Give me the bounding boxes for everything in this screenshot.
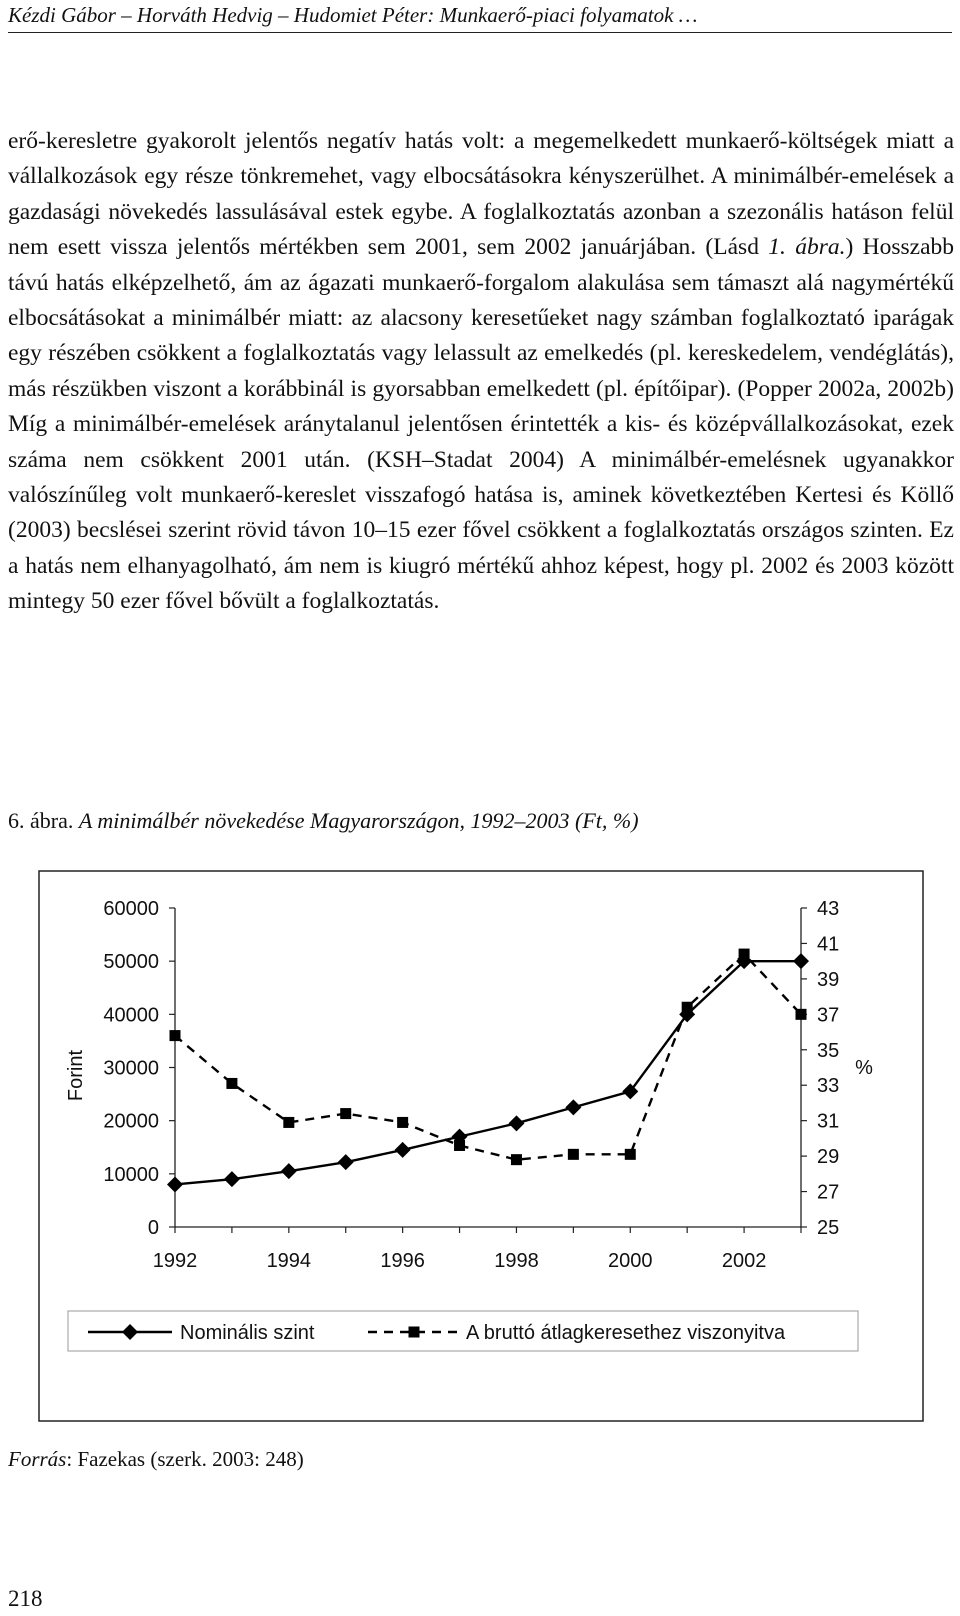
legend-label-nominal: Nominális szint (180, 1322, 315, 1344)
y-left-tick-label: 40000 (103, 1004, 159, 1027)
y-left-tick-label: 20000 (103, 1110, 159, 1133)
source-note (8, 1444, 304, 1474)
x-tick-label: 1998 (494, 1250, 539, 1272)
data-point-square (739, 949, 750, 960)
y-axis-right-label: % (855, 1057, 873, 1079)
running-header: Kézdi Gábor – Horváth Hedvig – Hudomiet Péter: Munkaerő-piaci folyamatok … (8, 0, 952, 33)
data-point-square (682, 1002, 693, 1013)
minimum-wage-chart (38, 870, 924, 1422)
y-right-tick-label: 41 (817, 933, 840, 956)
data-point-square (226, 1078, 237, 1089)
y-left-tick-label: 0 (147, 1217, 159, 1239)
y-right-tick-label: 25 (817, 1217, 840, 1239)
y-left-tick-label: 60000 (103, 898, 159, 920)
data-point-square (340, 1108, 351, 1119)
x-tick-label: 1994 (266, 1250, 312, 1272)
body-text-part-2: ) Hosszabb távú hatás elképzelhető, ám az ágazati munkaerő-forgalom alakulása sem támaszt alá nagymértékű elbocsátásokat a minimálbér miatt: az alacsony keresetűeket nagy számban foglalkoztató iparágak egy részében csökkent a foglalkoztatás vagy lelassult az emelkedés (pl. kereskedelem, vendéglátás), más részükben viszont a korábbinál is gyorsabban emelkedett (pl. építőipar). (Popper 2002a, 2002b) Míg a minimálbér-emelések aránytalanul jelentősen érintették a kis- és középvállalkozásokat, ezek száma nem csökkent 2001 után. (KSH–Stadat 2004) A minimálbér-emelésnek ugyanakkor valószínűleg volt munkaerő-kereslet visszafogó hatása is, aminek következtében Kertesi és Köllő (2003) becslései szerint rövid távon 10–15 ezer fővel csökkent a foglalkoztatás országos szinten. Ez a hatás nem elhanyagolható, ám nem is kiugró mértékű ahhoz képest, hogy pl. 2002 és 2003 között mintegy 50 ezer fővel bővült a foglalkoztatás. (8, 234, 954, 615)
body-paragraph (8, 124, 954, 620)
data-point-square (170, 1030, 181, 1041)
source-label: Forrás (8, 1447, 67, 1471)
y-left-tick-label: 30000 (103, 1057, 159, 1080)
x-tick-label: 1992 (152, 1250, 198, 1272)
y-right-tick-label: 33 (817, 1075, 840, 1098)
data-point-square (625, 1149, 636, 1160)
y-right-tick-label: 39 (817, 968, 840, 991)
y-right-tick-label: 29 (817, 1146, 840, 1169)
data-point-square (397, 1117, 408, 1128)
x-tick-label: 2000 (608, 1250, 653, 1272)
legend-label-relative: A bruttó átlagkeresethez viszonyitva (466, 1322, 786, 1344)
figure-number: 6. ábra. (8, 808, 74, 833)
data-point-square (454, 1140, 465, 1151)
page-number: 218 (8, 1586, 43, 1611)
figure-caption (8, 806, 954, 836)
data-point-square (796, 1009, 807, 1020)
y-right-tick-label: 27 (817, 1181, 840, 1204)
figure-reference: 1. ábra. (768, 234, 846, 261)
y-right-tick-label: 31 (817, 1110, 840, 1133)
chart-legend (68, 1311, 858, 1351)
source-text: : Fazekas (szerk. 2003: 248) (66, 1447, 304, 1471)
y-right-tick-label: 43 (817, 898, 840, 920)
y-right-tick-label: 37 (817, 1004, 840, 1027)
x-tick-label: 2002 (721, 1250, 767, 1272)
data-point-square (283, 1117, 294, 1128)
figure-title: A minimálbér növekedése Magyarországon, 1992–2003 (Ft, %) (78, 808, 639, 833)
y-right-tick-label: 35 (817, 1039, 840, 1062)
data-point-square (568, 1149, 579, 1160)
y-left-tick-label: 50000 (103, 951, 159, 974)
data-point-square (409, 1327, 420, 1338)
y-axis-left-label: Forint (65, 1049, 87, 1102)
x-tick-label: 1996 (380, 1250, 425, 1272)
body-text-part-1: erő-keresletre gyakorolt jelentős negatív hatás volt: a megemelkedett munkaerő-költségek miatt a vállalkozások egy része tönkremehet, vagy elbocsátásokra kényszerülhet. A minimálbér-emelések a gazdasági növekedés lassulásával estek egybe. A foglalkoztatás azonban a szezonális hatáson felül nem esett vissza jelentős mértékben sem 2001, sem 2002 januárjában. (Lásd (8, 128, 954, 261)
y-left-tick-label: 10000 (103, 1163, 159, 1186)
data-point-square (511, 1154, 522, 1165)
